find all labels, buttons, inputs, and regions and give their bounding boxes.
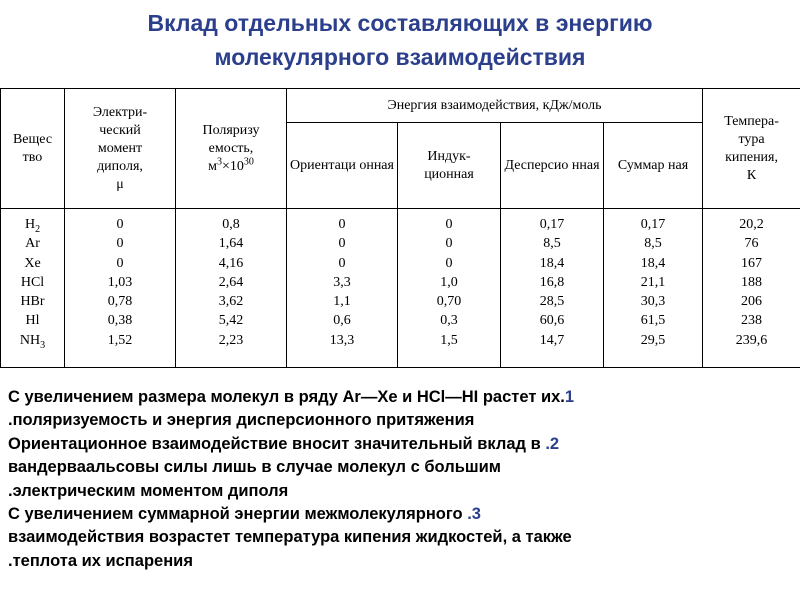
column-polarizability: 0,8 1,64 4,16 2,64 3,62 5,42 2,23 bbox=[176, 209, 287, 368]
note-line-4: вандерваальсовы силы лишь в случае молекул с большим bbox=[8, 458, 501, 477]
note-number-2: .2 bbox=[545, 434, 560, 453]
column-dispersion: 0,17 8,5 18,4 16,8 28,5 60,6 14,7 bbox=[501, 209, 604, 368]
column-dipole: 0 0 0 1,03 0,78 0,38 1,52 bbox=[65, 209, 176, 368]
substance-ar: Ar bbox=[25, 236, 40, 252]
conclusions-text bbox=[8, 386, 794, 573]
note-line-3: Ориентационное взаимодействие вносит значительный вклад в .2 bbox=[8, 434, 560, 453]
substance-hi: Hl bbox=[25, 313, 40, 329]
note-line-7: взаимодействия возрастет температура кипения жидкостей, а также bbox=[8, 528, 572, 547]
header-energy-group: Энергия взаимодействия, кДж/моль bbox=[287, 89, 703, 123]
header-dipole: Электри- ческий момент диполя, μ bbox=[65, 89, 176, 209]
note-number-3: .3 bbox=[467, 505, 481, 524]
note-line-6: С увеличением суммарной энергии межмолекулярного .3 bbox=[8, 505, 481, 524]
substance-nh3: $NH_3$ bbox=[19, 332, 46, 351]
header-polarizability: Поляризу емость, $м^3\times 10^{30}$ bbox=[176, 89, 287, 209]
substance-hcl: HCl bbox=[20, 274, 45, 290]
column-orientation: 0 0 0 3,3 1,1 0,6 13,3 bbox=[287, 209, 398, 368]
header-total: Суммар ная bbox=[604, 123, 703, 209]
title-line-1: Вклад отдельных составляющих в энергию bbox=[147, 10, 653, 36]
header-dispersion: Десперсио нная bbox=[501, 123, 604, 209]
column-induction: 0 0 0 1,0 0,70 0,3 1,5 bbox=[398, 209, 501, 368]
note-number-1: 1 bbox=[564, 388, 575, 406]
header-boiling: Темпера- тура кипения, К bbox=[703, 89, 800, 209]
note-line-2: .поляризуемость и энергия дисперсионного притяжения bbox=[8, 411, 475, 430]
title-line-2: молекулярного взаимодействия bbox=[214, 44, 586, 70]
slide-title bbox=[0, 6, 800, 74]
substance-hbr: HBr bbox=[20, 294, 45, 310]
note-line-1: С увеличением размера молекул в ряду Ar—Xe и HCl—HI растет их.1 bbox=[8, 388, 575, 406]
header-induction: Индук- ционная bbox=[398, 123, 501, 209]
column-boiling: 20,2 76 167 188 206 238 239,6 bbox=[703, 209, 800, 368]
header-orientation: Ориентаци онная bbox=[287, 123, 398, 209]
energy-table bbox=[0, 88, 800, 368]
header-substance: Вещес тво bbox=[1, 89, 65, 209]
column-substance bbox=[1, 209, 65, 368]
note-line-5: .электрическим моментом диполя bbox=[8, 481, 289, 500]
substance-xe: Xe bbox=[24, 255, 41, 271]
column-total: 0,17 8,5 18,4 21,1 30,3 61,5 29,5 bbox=[604, 209, 703, 368]
substance-h2: $H_2$ bbox=[24, 217, 41, 235]
note-line-8: .теплота их испарения bbox=[8, 551, 193, 570]
